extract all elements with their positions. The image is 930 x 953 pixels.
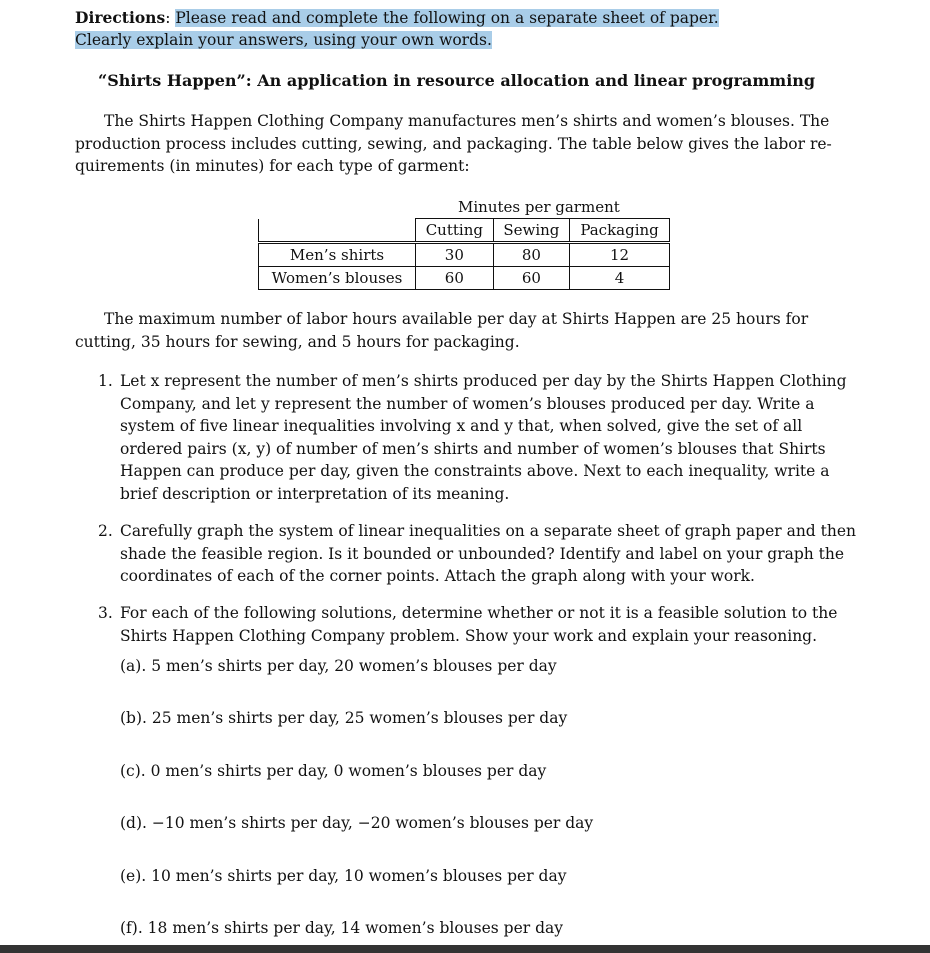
document-title: “Shirts Happen”: An application in resource allocation and linear programming — [98, 71, 816, 90]
row-label: Women’s blouses — [259, 267, 416, 290]
table-header: Packaging — [570, 219, 670, 243]
directions-label: Directions — [75, 8, 166, 27]
question-2-number: 2. — [98, 522, 113, 540]
question-1-line: Company, and let y represent the number of women’s blouses produced per day. Write a — [120, 395, 815, 413]
question-1-line: system of five linear inequalities involving x and y that, when solved, give the set of all — [120, 417, 803, 435]
table-corner — [259, 219, 416, 243]
question-2-line: Carefully graph the system of linear inequalities on a separate sheet of graph paper and then — [120, 522, 857, 540]
table-cell: 60 — [416, 267, 494, 290]
table-cell: 80 — [493, 243, 569, 267]
table-header: Cutting — [416, 219, 494, 243]
option-e: (e). 10 men’s shirts per day, 10 women’s blouses per day — [120, 867, 567, 885]
directions-line-1: Directions: Please read and complete the following on a separate sheet of paper. — [75, 8, 719, 27]
option-b: (b). 25 men’s shirts per day, 25 women’s blouses per day — [120, 709, 568, 727]
question-1-line: brief description or interpretation of its meaning. — [120, 485, 510, 503]
question-2-line: shade the feasible region. Is it bounded or unbounded? Identify and label on your graph the — [120, 545, 845, 563]
table-header: Sewing — [493, 219, 569, 243]
question-1-line: Let x represent the number of men’s shirts produced per day by the Shirts Happen Clothing — [120, 372, 847, 390]
table-cell: 12 — [570, 243, 670, 267]
question-1-number: 1. — [98, 372, 113, 390]
table-cell: 30 — [416, 243, 494, 267]
max-hours-line-2: cutting, 35 hours for sewing, and 5 hours for packaging. — [75, 333, 520, 351]
question-1-line: ordered pairs (x, y) of number of men’s shirts and number of women’s blouses that Shirts — [120, 440, 826, 458]
option-c: (c). 0 men’s shirts per day, 0 women’s blouses per day — [120, 762, 547, 780]
intro-line-3: quirements (in minutes) for each type of garment: — [75, 157, 470, 175]
option-a: (a). 5 men’s shirts per day, 20 women’s blouses per day — [120, 657, 557, 675]
row-label: Men’s shirts — [259, 243, 416, 267]
labor-table — [258, 218, 670, 290]
directions-text-1: Please read and complete the following on a separate sheet of paper. — [175, 9, 719, 27]
intro-line-2: production process includes cutting, sewing, and packaging. The table below gives the labor re- — [75, 135, 832, 153]
max-hours-line-1: The maximum number of labor hours available per day at Shirts Happen are 25 hours for — [104, 310, 809, 328]
table-cell: 60 — [493, 267, 569, 290]
table-row — [259, 267, 670, 290]
table-caption: Minutes per garment — [458, 198, 620, 216]
question-1-line: Happen can produce per day, given the constraints above. Next to each inequality, write a — [120, 462, 830, 480]
option-f: (f). 18 men’s shirts per day, 14 women’s blouses per day — [120, 919, 564, 937]
directions-line-2 — [75, 31, 492, 49]
question-3-line: For each of the following solutions, determine whether or not it is a feasible solution to the — [120, 604, 838, 622]
table-row — [259, 243, 670, 267]
table-cell: 4 — [570, 267, 670, 290]
option-d: (d). −10 men’s shirts per day, −20 women’s blouses per day — [120, 814, 594, 832]
page-bottom-border — [0, 945, 930, 953]
question-3-number: 3. — [98, 604, 113, 622]
question-2-line: coordinates of each of the corner points. Attach the graph along with your work. — [120, 567, 755, 585]
intro-line-1: The Shirts Happen Clothing Company manufactures men’s shirts and women’s blouses. The — [104, 112, 830, 130]
question-3-line: Shirts Happen Clothing Company problem. Show your work and explain your reasoning. — [120, 627, 818, 645]
directions-text-2: Clearly explain your answers, using your own words. — [75, 31, 492, 49]
